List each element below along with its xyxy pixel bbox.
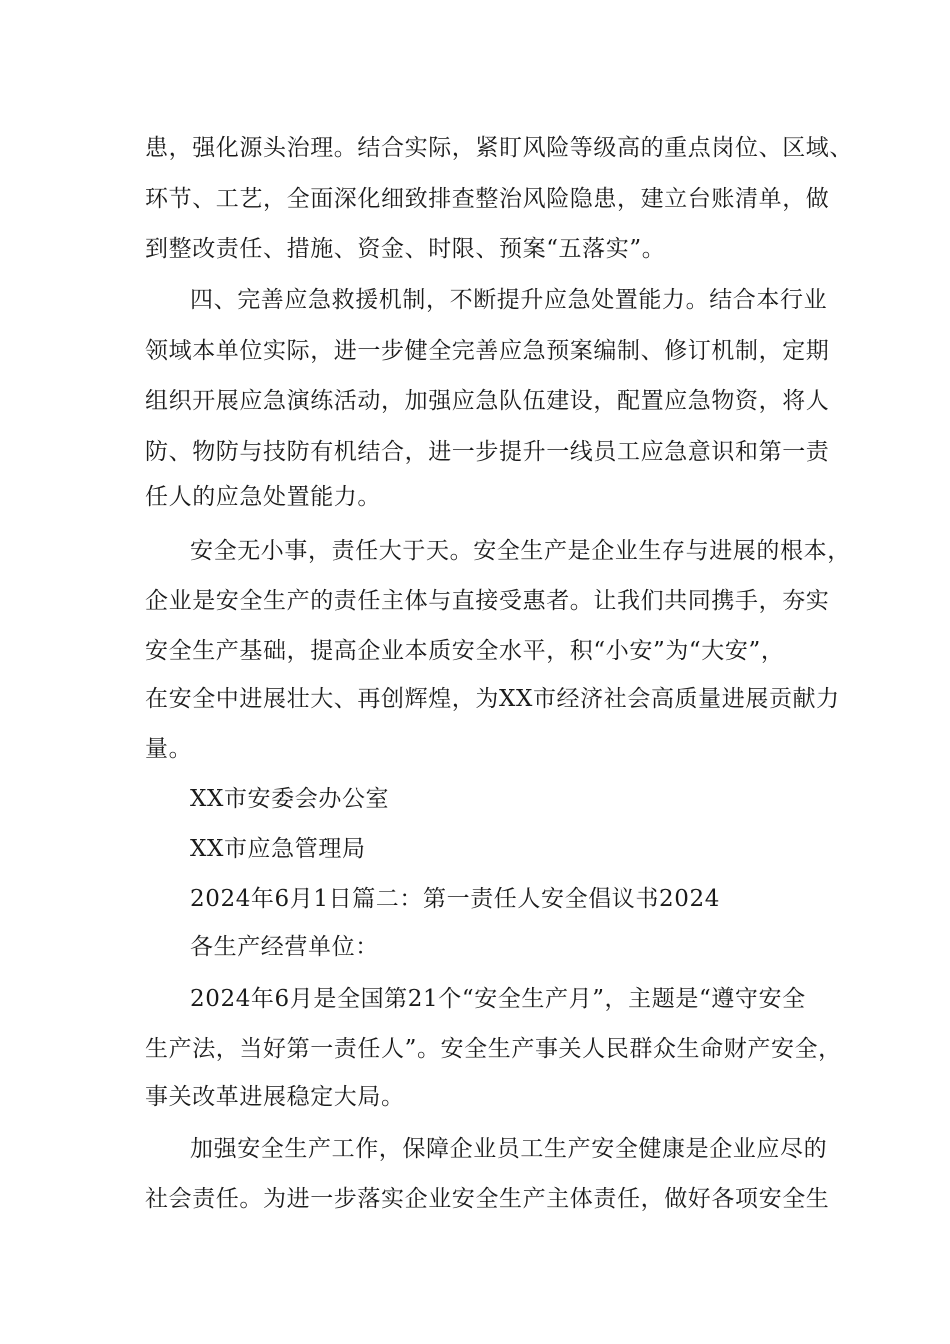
- text-line: 防、物防与技防有机结合，进一步提升一线员工应急意识和第一责: [145, 439, 830, 465]
- text-line: 四、完善应急救援机制，不断提升应急处置能力。结合本行业: [190, 287, 828, 313]
- text-line: 安全无小事，责任大于天。安全生产是企业生存与进展的根本，: [190, 538, 851, 564]
- text-line: 组织开展应急演练活动，加强应急队伍建设，配置应急物资，将人: [145, 388, 830, 414]
- signature-bureau: XX市应急管理局: [190, 836, 366, 862]
- date-heading-line: 2024年6月1日篇二：第一责任人安全倡议书2024: [190, 886, 720, 912]
- text-line: 任人的应急处置能力。: [145, 484, 381, 510]
- text-line: 患，强化源头治理。结合实际，紧盯风险等级高的重点岗位、区域、: [145, 135, 853, 161]
- text-line: 事关改革进展稳定大局。: [145, 1084, 405, 1110]
- text-line: 领域本单位实际，进一步健全完善应急预案编制、修订机制，定期: [145, 338, 830, 364]
- text-line: 企业是安全生产的责任主体与直接受惠者。让我们共同携手，夯实: [145, 588, 830, 614]
- text-line: 环节、工艺，全面深化细致排查整治风险隐患，建立台账清单，做: [145, 186, 830, 212]
- text-line: 社会责任。为进一步落实企业安全生产主体责任，做好各项安全生: [145, 1186, 830, 1212]
- text-line: 加强安全生产工作，保障企业员工生产安全健康是企业应尽的: [190, 1136, 828, 1162]
- text-line: 量。: [145, 736, 193, 762]
- signature-office: XX市安委会办公室: [190, 786, 390, 812]
- text-line: 生产法，当好第一责任人”。安全生产事关人民群众生命财产安全，: [145, 1036, 842, 1062]
- text-line: 到整改责任、措施、资金、时限、预案“五落实”。: [145, 236, 666, 262]
- text-line: 在安全中进展壮大、再创辉煌，为XX市经济社会高质量进展贡献力: [145, 686, 840, 712]
- salutation: 各生产经营单位：: [190, 934, 379, 960]
- text-line: 安全生产基础，提高企业本质安全水平，积“小安”为“大安”，: [145, 638, 785, 664]
- text-line: 2024年6月是全国第21个“安全生产月”，主题是“遵守安全: [190, 986, 806, 1012]
